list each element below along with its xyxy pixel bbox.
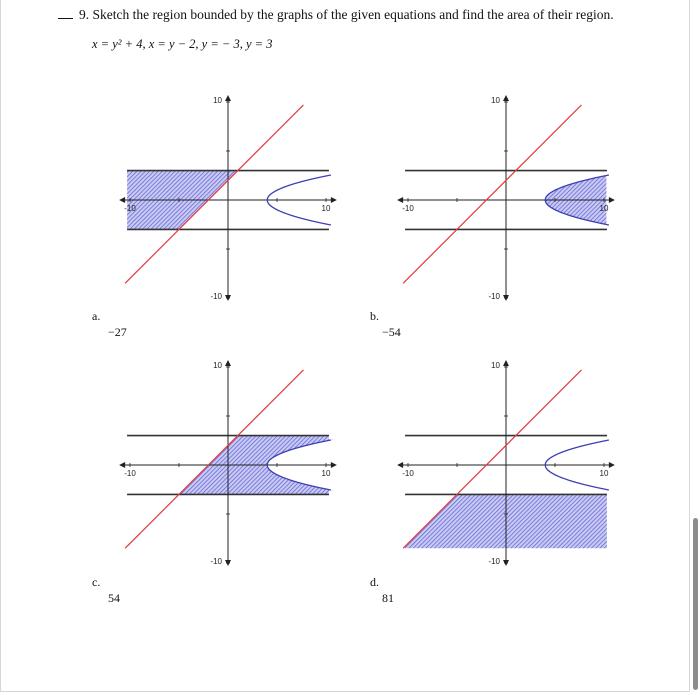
y-min-label: -10 xyxy=(488,292,500,302)
x-min-label: -10 xyxy=(124,204,136,213)
option-c-value: 54 xyxy=(108,591,120,605)
y-max-label: 10 xyxy=(213,361,222,371)
x-max-label: 10 xyxy=(599,469,609,478)
x-min-label: -10 xyxy=(402,469,414,478)
x-min-label: -10 xyxy=(402,204,414,213)
x-axis-arrow-left xyxy=(397,197,403,203)
y-axis-arrow-up xyxy=(503,360,509,366)
line-x-equals-y-minus-2 xyxy=(125,370,303,548)
x-axis-arrow-left xyxy=(119,462,125,468)
option-d-value: 81 xyxy=(382,591,394,605)
x-max-label: 10 xyxy=(321,204,331,213)
option-b-letter: b. xyxy=(370,309,379,323)
option-c-letter: c. xyxy=(92,575,101,589)
x-axis-arrow-left xyxy=(397,462,403,468)
x-max-label: 10 xyxy=(599,204,609,213)
y-min-label: -10 xyxy=(488,557,500,567)
x-min-label: -10 xyxy=(124,469,136,478)
option-d-letter: d. xyxy=(370,575,379,589)
question-text: 9. Sketch the region bounded by the graphs of the given equations and find the area of their region. xyxy=(79,7,614,22)
option-a-letter: a. xyxy=(92,309,101,323)
y-min-label: -10 xyxy=(210,557,222,567)
option-a-value: −27 xyxy=(108,325,127,339)
y-max-label: 10 xyxy=(213,96,222,106)
equations-text: x = y² + 4, x = y − 2, y = − 3, y = 3 xyxy=(92,37,273,51)
answer-blank xyxy=(58,18,73,19)
scrollbar-thumb[interactable] xyxy=(693,518,698,690)
x-axis-arrow-right xyxy=(331,197,337,203)
y-min-label: -10 xyxy=(210,292,222,302)
y-max-label: 10 xyxy=(491,96,500,106)
graph-d xyxy=(398,355,618,565)
y-axis-arrow-up xyxy=(503,95,509,101)
graph-a xyxy=(120,90,340,300)
graph-c xyxy=(120,355,340,565)
x-axis-arrow-right xyxy=(331,462,337,468)
graph-b xyxy=(398,90,618,300)
y-axis-arrow-up xyxy=(225,95,231,101)
y-max-label: 10 xyxy=(491,361,500,371)
y-axis-arrow-up xyxy=(225,360,231,366)
x-axis-arrow-right xyxy=(609,197,615,203)
x-max-label: 10 xyxy=(321,469,331,478)
x-axis-arrow-right xyxy=(609,462,615,468)
option-b-value: −54 xyxy=(382,325,401,339)
x-axis-arrow-left xyxy=(119,197,125,203)
